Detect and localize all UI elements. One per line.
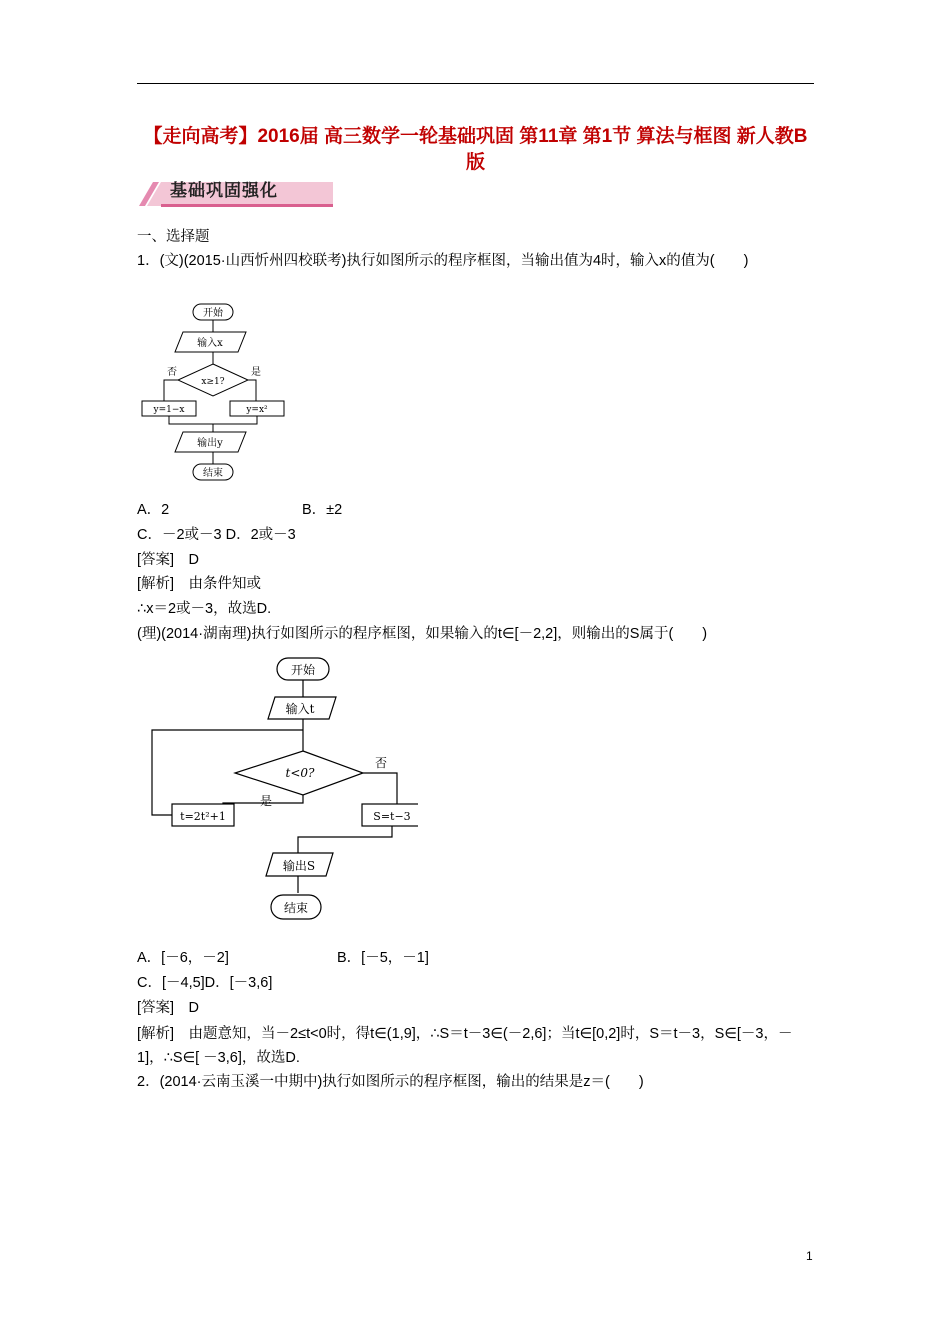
fc1-right-label: y=x² — [246, 405, 268, 415]
fc1-left-label: y=1−x — [153, 405, 185, 415]
fc2-input-label: 输入t — [285, 702, 315, 716]
q2-stem: 2．(2014·云南玉溪一中期中)执行如图所示的程序框图，输出的结果是z＝( ) — [137, 1074, 644, 1090]
fc1-output-label: 输出y — [197, 438, 223, 449]
fc1-end-label: 结束 — [203, 468, 223, 479]
page-title: 【走向高考】2016届 高三数学一轮基础巩固 第11章 第1节 算法与框图 新人教B版 — [143, 126, 808, 173]
flowchart-2-svg — [148, 655, 418, 925]
fc2-left-label: t=2t²+1 — [180, 810, 226, 823]
fc2-cond-label: t<0? — [285, 766, 315, 780]
flowchart-2 — [148, 655, 418, 925]
fc2-no-label: 否 — [374, 756, 388, 770]
q1b-stem: (理)(2014·湖南理)执行如图所示的程序框图，如果输入的t∈[－2,2]，则输出的S属于( ) — [137, 626, 708, 642]
banner-label: 基础巩固强化 — [170, 181, 278, 201]
fc2-yes-label: 是 — [259, 794, 273, 808]
fc1-cond-label: x≥1? — [201, 377, 225, 387]
header-rule — [137, 83, 814, 84]
q1-option-a: A．2 — [137, 502, 170, 518]
q1b-answer: [答案] D — [137, 1000, 200, 1016]
section-heading: 一、选择题 — [137, 229, 210, 245]
q1b-analysis: [解析] 由题意知，当－2≤t<0时，得t∈(1,9]，∴S＝t－3∈(－2,6]；当t∈[0,2]时，S＝t－3，S∈[－3，－1]，∴S∈[ －3,6]，故选D. — [137, 1026, 793, 1066]
q1-option-cd: C．－2或－3 D．2或－3 — [137, 527, 296, 543]
q1b-option-cd: C．[－4,5]D．[－3,6] — [137, 975, 273, 991]
fc1-yes-label: 是 — [251, 367, 261, 378]
fc1-input-label: 输入x — [197, 338, 223, 349]
fc2-right-label: S=t−3 — [373, 810, 411, 823]
q1b-option-b: B．[－5，－1] — [337, 950, 429, 966]
fc1-start-label: 开始 — [203, 308, 223, 319]
fc1-no-label: 否 — [167, 367, 177, 378]
q1-analysis: [解析] 由条件知或 — [137, 576, 262, 592]
fc2-start-label: 开始 — [290, 663, 316, 677]
q1b-option-a: A．[－6，－2] — [137, 950, 229, 966]
q1-conclusion: ∴x＝2或－3，故选D. — [137, 601, 272, 617]
q1-answer: [答案] D — [137, 552, 200, 568]
flowchart-1-svg — [138, 300, 288, 485]
flowchart-1 — [138, 300, 288, 485]
page-number: 1 — [806, 1249, 813, 1263]
fc2-end-label: 结束 — [283, 901, 309, 915]
q1-option-b: B．±2 — [302, 502, 343, 518]
fc2-output-label: 输出S — [282, 859, 316, 873]
q1-stem: 1．(文)(2015·山西忻州四校联考)执行如图所示的程序框图，当输出值为4时，输入x的值为( ) — [137, 253, 749, 269]
